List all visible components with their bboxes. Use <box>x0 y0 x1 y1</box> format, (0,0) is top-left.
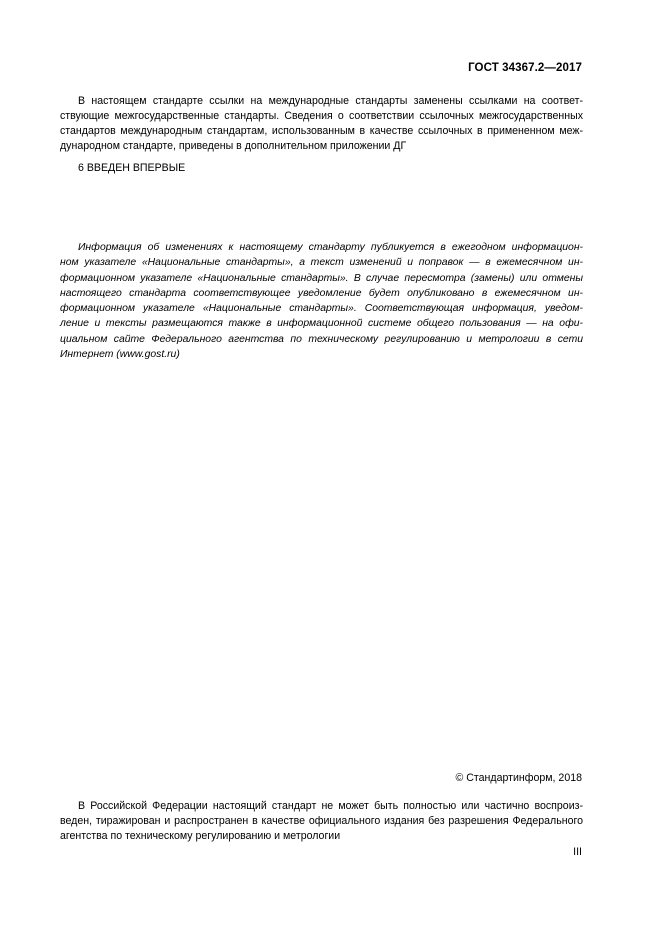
info-line-8: Интернет (www.gost.ru) <box>60 349 180 361</box>
info-line-1: Информация об изменениях к настоящему стандарту публикуется в ежегодном информацион- <box>78 242 583 253</box>
repro-line-3: агентства по техническому регулированию и метрологии <box>60 830 341 842</box>
section-6-heading: 6 ВВЕДЕН ВПЕРВЫЕ <box>78 162 186 174</box>
info-line-5: формационном указателе «Национальные стандарты». Соответствующая информация, уведом- <box>60 303 583 315</box>
info-notice <box>60 240 583 362</box>
info-line-4: настоящего стандарта соответствующее уведомление будет опубликовано в ежемесячном ин- <box>60 287 583 299</box>
info-line-3: формационном указателе «Национальные стандарты». В случае пересмотра (замены) или отмены <box>60 272 583 284</box>
repro-line-1: В Российской Федерации настоящий стандарт не может быть полностью или частично воспроиз- <box>78 800 583 812</box>
info-line-7: циальном сайте Федерального агентства по техническому регулированию и метрологии в сети <box>60 333 583 345</box>
intro-paragraph <box>60 94 583 154</box>
intro-line-2: ствующие межгосударственные стандарты. Сведения о соответствии ссылочных межгосударственных <box>60 110 583 122</box>
repro-line-2: веден, тиражирован и распространен в качестве официального издания без разрешения Федерального <box>60 815 583 827</box>
intro-line-4: дународном стандарте, приведены в дополнительном приложении ДГ <box>60 140 407 152</box>
standard-code-header: ГОСТ 34367.2—2017 <box>468 62 582 74</box>
page-number: III <box>573 846 582 858</box>
copyright-notice: © Стандартинформ, 2018 <box>455 772 582 784</box>
info-line-2: ном указателе «Национальные стандарты», а текст изменений и поправок — в ежемесячном ин- <box>60 257 583 269</box>
info-line-6: ление и тексты размещаются также в информационной системе общего пользования — на офи- <box>60 318 583 330</box>
intro-line-1: В настоящем стандарте ссылки на международные стандарты заменены ссылками на соответ- <box>78 95 583 107</box>
reproduction-notice <box>60 799 583 844</box>
intro-line-3: стандартов международным стандартам, использованным в качестве ссылочных в примененном меж- <box>60 125 583 137</box>
